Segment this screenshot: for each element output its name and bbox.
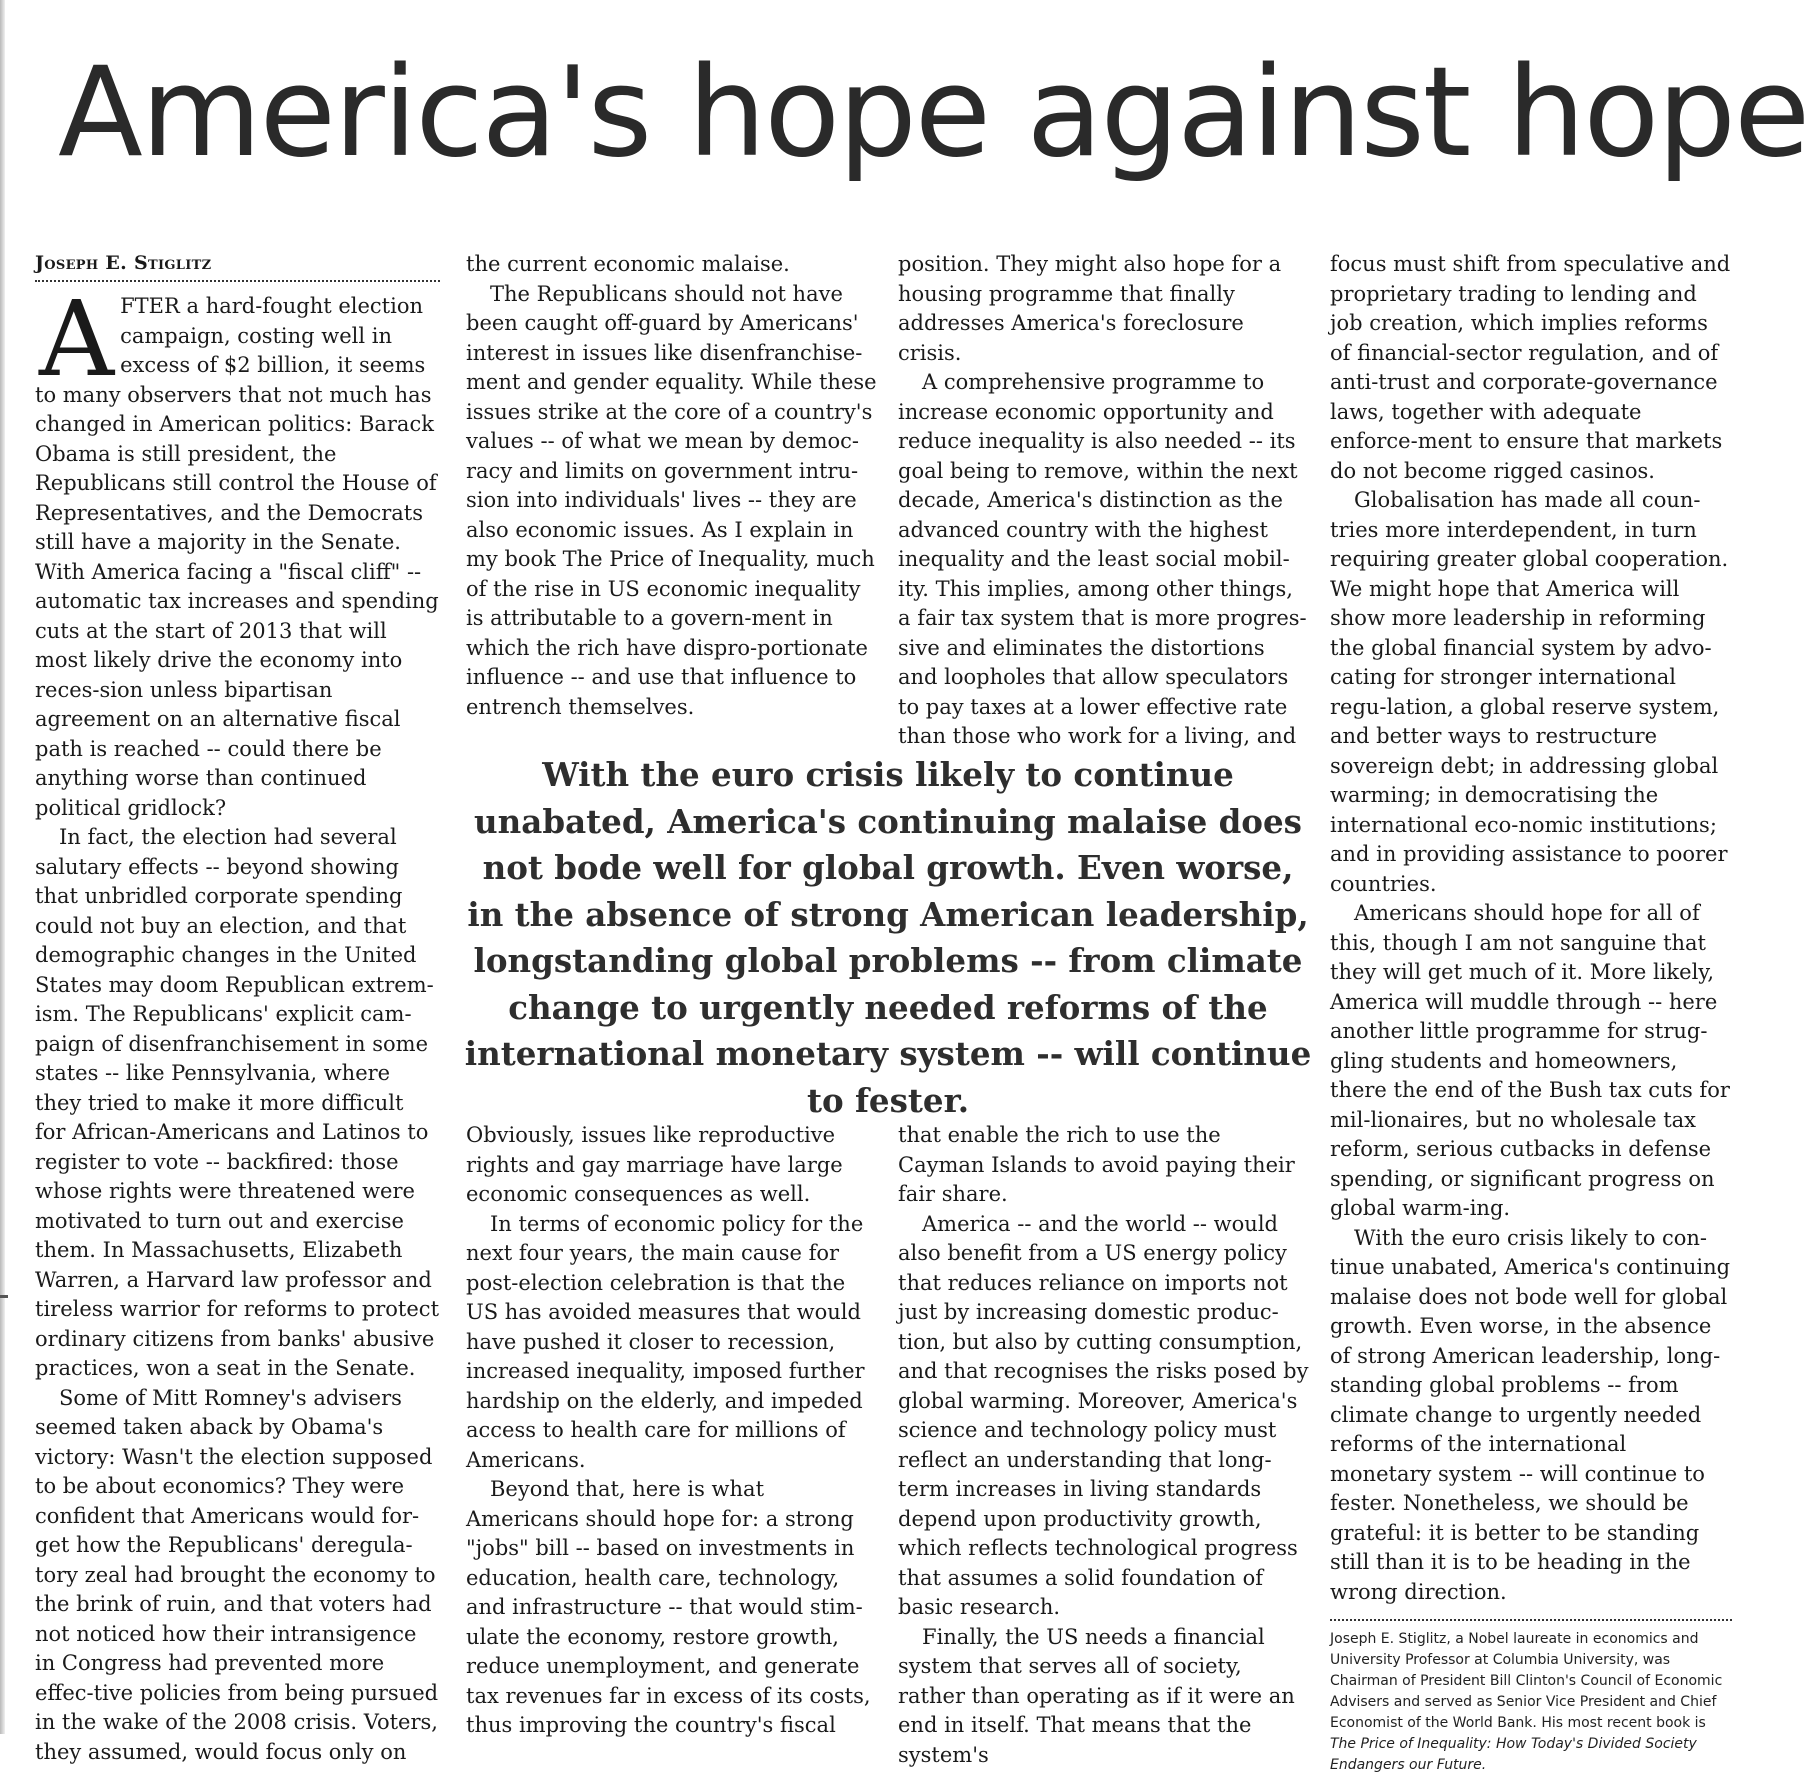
book-title: The Price of Inequality: How Today's Divided Society Endangers our Future. xyxy=(1330,1736,1697,1773)
article-paragraph: position. They might also hope for a housing programme that finally addresses America's foreclosure crisis. xyxy=(898,252,1282,365)
article-paragraph: Some of Mitt Romney's advisers seemed taken aback by Obama's victory: Wasn't the election supposed to be about economics? They were confident that Americans would for-get how the Republicans' deregula-tory zeal had brought the economy to the brink of ruin, and that voters had not noticed how their intransigence in Congress had prevented more effec-tive policies from being pursued in the wake of the 2008 crisis. Voters, they assumed, would focus only on xyxy=(35,1385,439,1764)
column-2-bottom xyxy=(466,1121,878,1737)
article-paragraph: that enable the rich to use the Cayman Islands to avoid paying their fair share. xyxy=(898,1123,1295,1206)
byline: Joseph E. Stiglitz xyxy=(35,250,440,282)
article-paragraph: Beyond that, here is what Americans should hope for: a strong "jobs" bill -- based on investments in education, health care, technology, and infrastructure -- that would stim-ulate the economy, restore growth, reduce unemployment, and generate tax revenues far in excess of its costs, thus improving the country's fiscal xyxy=(466,1477,871,1737)
column-1 xyxy=(35,250,440,1764)
margin-mark xyxy=(0,1295,8,1298)
article-paragraph: AFTER a hard-fought election campaign, costing well in excess of $2 billion, it seems to many observers that not much has changed in American politics: Barack Obama is still president, the Republicans still control the House of Representatives, and the Democrats still have a majority in the Senate. With America facing a "fiscal cliff" -- automatic tax increases and spending cuts at the start of 2013 that will most likely drive the economy into reces-sion unless bipartisan agreement on an alternative fiscal path is reached -- could there be anything worse than continued political gridlock? xyxy=(35,278,439,820)
article-paragraph: In fact, the election had several salutary effects -- beyond showing that unbridled corporate spending could not buy an election, and that demographic changes in the United States may doom Republican extrem-ism. The Republicans' explicit cam-paign of disenfranchisement in some states -- like Pennsylvania, where they tried to make it more difficult for African-Americans and Latinos to register to vote -- backfired: those whose rights were threatened were motivated to turn out and exercise them. In Massachusetts, Elizabeth Warren, a Harvard law professor and tireless warrior for reforms to protect ordinary citizens from banks' abusive practices, won a seat in the Senate. xyxy=(35,825,440,1380)
article-paragraph: A comprehensive programme to increase economic opportunity and reduce inequality is also needed -- its goal being to remove, within the next decade, America's distinction as the advanced country with the highest inequality and the least social mobil-ity. This implies, among other things, a fair tax system that is more progres-sive and eliminates the distortions and loopholes that allow speculators to pay taxes at a lower effective rate than those who work for a living, and xyxy=(898,370,1307,748)
headline: America's hope against hope xyxy=(58,41,1808,185)
pull-quote: With the euro crisis likely to continue unabated, America's continuing malaise does not bode well for global growth. Even worse, in the absence of strong American leadership, longstanding global problems -- from climate change to urgently needed reforms of the international monetary system -- will continue to fester. xyxy=(464,755,1312,1120)
article-paragraph: the current economic malaise. xyxy=(466,252,790,276)
article-paragraph: The Republicans should not have been caught off-guard by Americans' interest in issues like disenfranchise-ment and gender equality. While these issues strike at the core of a country's values -- of what we mean by democ-racy and limits on government intru-sion into individuals' lives -- they are also economic issues. As I explain in my book The Price of Inequality, much of the rise in US economic inequality is attributable to a govern-ment in which the rich have dispro-portionate influence -- and use that influence to entrench themselves. xyxy=(466,281,877,719)
article-paragraph: America -- and the world -- would also benefit from a US energy policy that reduces reliance on imports not just by increasing domestic produc-tion, but also by cutting consumption, and that recognises the risks posed by global warming. Moreover, America's science and technology policy must reflect an understanding that long-term increases in living standards depend upon productivity growth, which reflects technological progress that assumes a solid foundation of basic research. xyxy=(898,1211,1309,1619)
article-paragraph: In terms of economic policy for the next four years, the main cause for post-election celebration is that the US has avoided measures that would have pushed it closer to recession, increased inequality, imposed further hardship on the elderly, and impeded access to health care for millions of Americans. xyxy=(466,1211,865,1472)
article-paragraph: Globalisation has made all coun-tries more interdependent, in turn requiring greater global cooperation. We might hope that America will show more leadership in reforming the global financial system by advo-cating for stronger international regu-lation, a global reserve system, and better ways to restructure sovereign debt; in addressing global warming; in democratising the international eco-nomic institutions; and in providing assistance to poorer countries. xyxy=(1330,488,1729,896)
column-4 xyxy=(1330,250,1732,1773)
article-paragraph: Finally, the US needs a financial system that serves all of society, rather than operating as if it were an end in itself. That means that the system's xyxy=(898,1624,1295,1767)
drop-cap: A xyxy=(39,278,115,400)
article-paragraph: With the euro crisis likely to con-tinue unabated, America's continuing malaise does not bode well for global growth. Even worse, in the absence of strong American leadership, long-standing global problems -- from climate change to urgently needed reforms of the international monetary system -- will continue to fester. Nonetheless, we should be grateful: it is better to be standing still than it is to be heading in the wrong direction. xyxy=(1330,1225,1731,1604)
article-paragraph: Americans should hope for all of this, though I am not sanguine that they will get much of it. More likely, America will muddle through -- here another little programme for strug-gling students and homeowners, there the end of the Bush tax cuts for mil-lionaires, but no wholesale tax reform, serious cutbacks in defense spending, or significant progress on global warm-ing. xyxy=(1330,901,1730,1220)
column-3-top xyxy=(898,250,1310,748)
column-3-bottom xyxy=(898,1121,1310,1767)
column-2-top xyxy=(466,250,878,719)
article-paragraph: Obviously, issues like reproductive rights and gay marriage have large economic consequences as well. xyxy=(466,1123,843,1206)
bio-divider xyxy=(1330,1619,1732,1621)
author-bio: Joseph E. Stiglitz, a Nobel laureate in economics and University Professor at Columbia University, was Chairman of President Bill Clinton's Council of Economic Advisers and served as Senior Vice President and Chief Economist of the World Bank. His most recent book is The Price of Inequality: How Today's Divided Society Endangers our Future. xyxy=(1330,1631,1723,1773)
page-edge-shadow xyxy=(0,0,5,1734)
article-paragraph: focus must shift from speculative and proprietary trading to lending and job creation, which implies reforms of financial-sector regulation, and of anti-trust and corporate-governance laws, together with adequate enforce-ment to ensure that markets do not become rigged casinos. xyxy=(1330,252,1731,483)
